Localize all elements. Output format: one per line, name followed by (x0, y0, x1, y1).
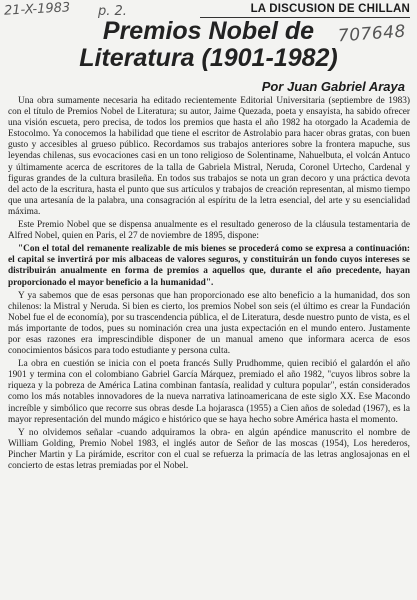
article-paragraph: La obra en cuestión se inicia con el poeta francés Sully Prudhomme, quien recibió el galardón el año 1901 y termina con el colombiano Gabriel García Márquez, premiado el año 1982, "cuyos libros sobre la riqueza y la pobreza de América Latina combinan fantasía, realidad y cultura popular", están considerados como los más notables innovadores de la nueva narrativa latinoamericana de este siglo XX. Ese Macondo increíble y simbólico que recorre sus obras desde La hojarasca (1955) a Cien años de soledad (1967), es la mayor representación del mundo mágico e histórico que se haya hecho sobre América hasta el momento. (8, 359, 410, 425)
article-paragraph: Y no olvidemos señalar -cuando adquiramos la obra- en algún apéndice manuscrito el nombre de William Golding, Premio Nobel 1983, el inglés autor de Señor de las moscas (1954), Los herederos, Pincher Martin y La pirámide, escritor con el cual se refuerza la primacía de las letras anglosajonas en el concierto de estas letras premiadas por el Nobel. (8, 427, 410, 471)
title-line-1: Premios Nobel de (102, 17, 315, 45)
article-paragraph: Y ya sabemos que de esas personas que han proporcionado ese alto beneficio a la humanidad, dos son chilenos: la Mistral y Neruda. Si bien es cierto, los premios Nobel son seis (el último es crear la Fundación Nobel fue el de economía), por su trascendencia pública, el de Literatura, desde nuestro punto de vista, es el más importante de todos, pues su nominación crea una justa expectación en el mundo entero. Justamente por esas razones era imprescindible disponer de un manual ameno que informara acerca de esos conocimientos básicos para todo estudiante y persona culta. (8, 290, 410, 357)
article-byline: Por Juan Gabriel Araya (261, 79, 405, 94)
handwritten-page-number: p. 2. (98, 4, 127, 19)
article-paragraph: Este Premio Nobel que se dispensa anualmente es el resultado generoso de la cláusula testamentaria de Alfred Nobel, quien en Paris, el 27 de noviembre de 1895, dispone: (8, 220, 410, 242)
article-title (0, 18, 417, 72)
nobel-testament-quote: "Con el total del remanente realizable de mis bienes se procederá como se expresa a continuación: el capital se invertirá por mis albaceas de valores seguros, y constituirán un fondo cuyos intereses se distribuirán anualmente en forma de premios a aquellos que, durante el año precedente, hayan proporcionado el mayor beneficio a la humanidad". (8, 244, 410, 288)
article-body (8, 96, 410, 596)
title-line-2: Literatura (1901-1982) (79, 44, 338, 72)
handwritten-date: 21-X-1983 (3, 0, 71, 19)
handwritten-archive-code: 707648 (337, 21, 407, 47)
article-paragraph: Una obra sumamente necesaria ha editado recientemente Editorial Universitaria (septiembre de 1983) con el título de Premios Nobel de Literatura; su autor, Jaime Quezada, poeta y ensayista, ha sabido ofrecer una visión escueta, pero precisa, de todos los premios que hasta el año 1982 ha otorgado la Academia de Estocolmo. Ya conocemos la habilidad que tiene el escritor de Astrolabio para hacer obras gratas, con buen gusto y accesibles al grueso público. Recordamos sus trabajos anteriores sobre la frontera mapuche, sus leyendas chilenas, sus evocaciones casi en un tono religioso de Solentiname, Nahuelbuta, el volcán Antuco y últimamente acerca de escritores de la talla de Gabriela Mistral, Neruda, Coronel Urtecho, Cardenal y figuras grandes de la cultura brasileña. En todos sus trabajos se nota un gran decoro y una práctica devota del acto de la escritura, hasta el punto que sus artículos y trabajos de creación representan, al mismo tiempo que una artesanía de la palabra, una consagración al espíritu de la letra esencial, del arte y su esencialidad máxima. (8, 96, 410, 217)
newspaper-masthead: LA DISCUSION DE CHILLAN (250, 3, 410, 15)
